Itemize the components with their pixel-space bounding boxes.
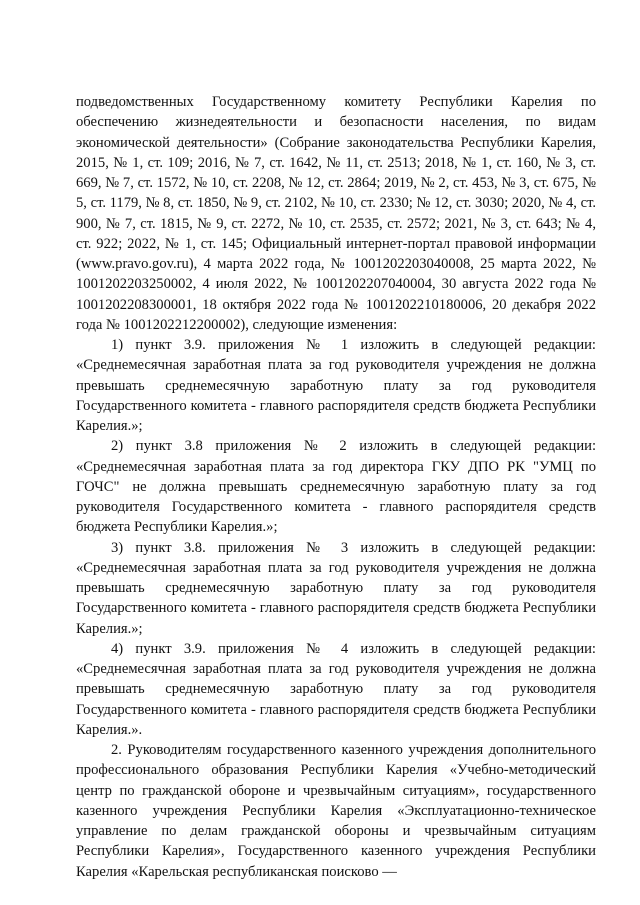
paragraph-item-1: 1) пункт 3.9. приложения № 1 изложить в следующей редакции: «Среднемесячная заработная плата за год руководителя учреждения не должна превышать среднемесячную заработную плату за год руководителя Государственного комитета - главного распорядителя средств бюджета Республики Карелия.»; xyxy=(76,337,596,434)
document-body xyxy=(76,92,596,882)
paragraph-item-4: 4) пункт 3.9. приложения № 4 изложить в следующей редакции: «Среднемесячная заработная плата за год руководителя учреждения не должна превышать среднемесячную заработную плату за год руководителя Государственного комитета - главного распорядителя средств бюджета Республики Карелия.». xyxy=(76,640,596,738)
paragraph-item-3: 3) пункт 3.8. приложения № 3 изложить в следующей редакции: «Среднемесячная заработная плата за год руководителя учреждения не должна превышать среднемесячную заработную плату за год руководителя Государственного комитета - главного распорядителя средств бюджета Республики Карелия.»; xyxy=(76,539,596,637)
paragraph-section-2: 2. Руководителям государственного казенного учреждения дополнительного профессионального образования Республики Карелия «Учебно-методический центр по гражданской обороне и чрезвычайным ситуациям», государственного казенного учреждения Республики Карелия «Эксплуатационно-техническое управление по делам гражданской обороны и чрезвычайным ситуациям Республики Карелия», Государственного казенного учреждения Республики Карелия «Карельская республиканская поисково — xyxy=(76,742,596,880)
paragraph-item-2: 2) пункт 3.8 приложения № 2 изложить в следующей редакции: «Среднемесячная заработная плата за год директора ГКУ ДПО РК "УМЦ по ГОЧС" не должна превышать среднемесячную заработную плату за год руководителя Государственного комитета - главного распорядителя средств бюджета Республики Карелия.»; xyxy=(76,438,596,536)
paragraph-intro: подведомственных Государственному комитету Республики Карелия по обеспечению жизнедеятельности и безопасности населения, по видам экономической деятельности» (Собрание законодательства Республики Карелия, 2015, № 1, ст. 109; 2016, № 7, ст. 1642, № 11, ст. 2513; 2018, № 1, ст. 160, № 3, ст. 669, № 7, ст. 1572, № 10, ст. 2208, № 12, ст. 2864; 2019, № 2, ст. 453, № 3, ст. 675, № 5, ст. 1179, № 8, ст. 1850, № 9, ст. 2102, № 10, ст. 2330; № 12, ст. 3030; 2020, № 4, ст. 900, № 7, ст. 1815, № 9, ст. 2272, № 10, ст. 2535, ст. 2572; 2021, № 3, ст. 643; № 4, ст. 922; 2022, № 1, ст. 145; Официальный интернет-портал правовой информации (www.pravo.gov.ru), 4 марта 2022 года, № 1001202203040008, 25 марта 2022, № 1001202203250002, 4 июля 2022, № 1001202207040004, 30 августа 2022 года № 1001202208300001, 18 октября 2022 года № 1001202210180006, 20 декабря 2022 года № 1001202212200002), следующие изменения: xyxy=(76,94,596,333)
